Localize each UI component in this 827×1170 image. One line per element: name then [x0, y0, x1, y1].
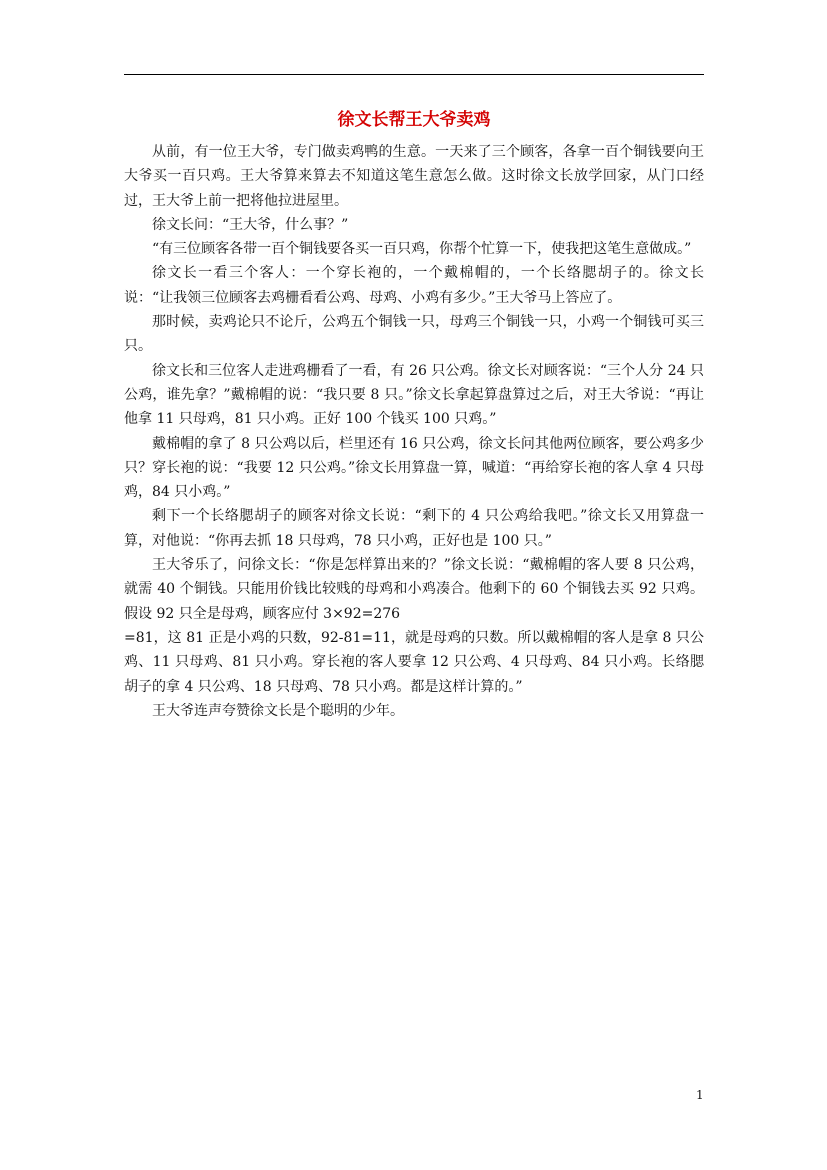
paragraph: 那时候，卖鸡论只不论斤，公鸡五个铜钱一只，母鸡三个铜钱一只，小鸡一个铜钱可买三只。 [124, 314, 704, 355]
header-rule [124, 74, 704, 75]
paragraph: 王大爷乐了，问徐文长：“你是怎样算出来的？”徐文长说：“戴棉帽的客人要 8 只公鸡，就需 40 个铜钱。只能用价钱比较贱的母鸡和小鸡凑合。他剩下的 60 个铜钱去买 92 只鸡。假设 92 只全是母鸡，顾客应付 3×92=276 [124, 557, 704, 622]
paragraph: 徐文长问：“王大爷，什么事？” [152, 216, 349, 233]
document-body [124, 108, 704, 723]
paragraph: 从前，有一位王大爷，专门做卖鸡鸭的生意。一天来了三个顾客，各拿一百个铜钱要向王大爷买一百只鸡。王大爷算来算去不知道这笔生意怎么做。这时徐文长放学回家，从门口经过，王大爷上前一把将他拉进屋里。 [124, 144, 704, 209]
page-number: 1 [696, 1088, 704, 1102]
paragraph: 徐文长和三位客人走进鸡栅看了一看，有 26 只公鸡。徐文长对顾客说：“三个人分 24 只公鸡，谁先拿？”戴棉帽的说：“我只要 8 只。”徐文长拿起算盘算过之后，对王大爷说：“再让他拿 11 只母鸡，81 只小鸡。正好 100 个钱买 100 只鸡。” [124, 362, 704, 428]
paragraph: =81，这 81 正是小鸡的只数，92-81=11，就是母鸡的只数。所以戴棉帽的客人是拿 8 只公鸡、11 只母鸡、81 只小鸡。穿长袍的客人要拿 12 只公鸡、4 只母鸡、84 只小鸡。长络腮胡子的拿 4 只公鸡、18 只母鸡、78 只小鸡。都是这样计算的。” [124, 629, 704, 695]
paragraph: 剩下一个长络腮胡子的顾客对徐文长说：“剩下的 4 只公鸡给我吧。”徐文长又用算盘一算，对他说：“你再去抓 18 只母鸡，78 只小鸡，正好也是 100 只。” [124, 508, 704, 549]
document-title: 徐文长帮王大爷卖鸡 [337, 110, 491, 130]
paragraph: 徐文长一看三个客人：一个穿长袍的，一个戴棉帽的，一个长络腮胡子的。徐文长说：“让我领三位顾客去鸡栅看看公鸡、母鸡、小鸡有多少。”王大爷马上答应了。 [124, 265, 704, 306]
paragraph: 戴棉帽的拿了 8 只公鸡以后，栏里还有 16 只公鸡，徐文长问其他两位顾客，要公鸡多少只？穿长袍的说：“我要 12 只公鸡。”徐文长用算盘一算，喊道：“再给穿长袍的客人拿 4 只母鸡，84 只小鸡。” [124, 435, 704, 501]
paragraph: “有三位顾客各带一百个铜钱要各买一百只鸡，你帮个忙算一下，使我把这笔生意做成。” [152, 241, 692, 258]
paragraph: 王大爷连声夸赞徐文长是个聪明的少年。 [152, 702, 404, 719]
